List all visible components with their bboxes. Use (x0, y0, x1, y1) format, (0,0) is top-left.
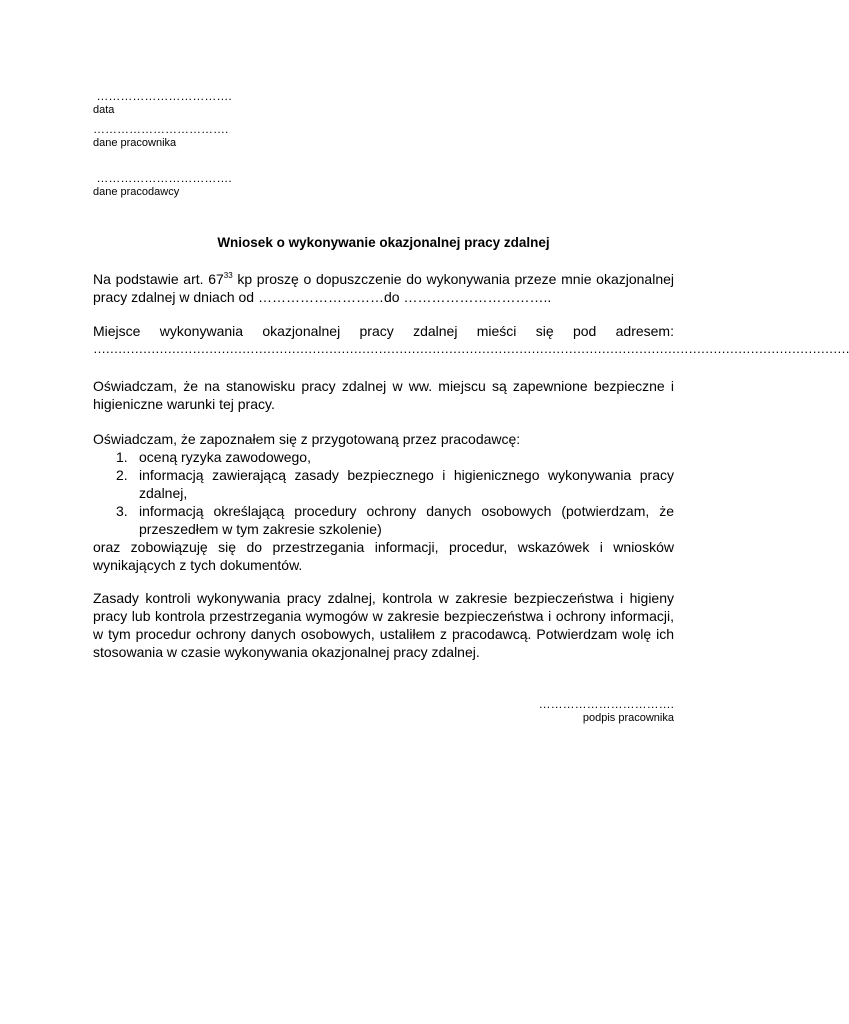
document-title: Wniosek o wykonywanie okazjonalnej pracy zdalnej (217, 235, 550, 250)
request-dates-line: pracy zdalnej w dniach od ………………………do ………………………….. (93, 289, 552, 305)
acknowledgement-intro: Oświadczam, że zapoznałem się z przygotowaną przez pracodawcę: (93, 431, 521, 447)
list-item (93, 466, 674, 502)
request-text-start: Na podstawie art. 67 (93, 271, 224, 287)
employer-data-field (93, 171, 293, 199)
list-item (93, 448, 674, 466)
address-dots-line: ………………………………………………………………………………………………………………………………………………………………… (93, 341, 849, 356)
employee-data-field (93, 122, 293, 150)
list-item-number: 3. (116, 503, 128, 519)
address-paragraph (93, 322, 849, 358)
request-line-1 (93, 270, 674, 288)
list-item (93, 502, 674, 538)
acknowledgement-outro: oraz zobowiązuję się do przestrzegania informacji, procedur, wskazówek i wniosków wynikających z tych dokumentów. (93, 539, 674, 573)
list-item-number: 1. (116, 449, 128, 465)
request-text-end: kp proszę o dopuszczenie do wykonywania przeze mnie okazjonalnej (232, 271, 674, 287)
safety-statement-paragraph: Oświadczam, że na stanowisku pracy zdalnej w ww. miejscu są zapewnione bezpieczne i higieniczne warunki tej pracy. (93, 378, 674, 412)
acknowledgement-paragraph (93, 430, 674, 574)
list-item-text: oceną ryzyka zawodowego, (139, 449, 311, 465)
date-field (93, 89, 293, 117)
signature-dots: ……………………………. (538, 697, 674, 711)
article-superscript: 33 (223, 271, 233, 280)
list-item-number: 2. (116, 467, 128, 483)
address-line-1: Miejsce wykonywania okazjonalnej pracy zdalnej mieści się pod adresem: (93, 323, 674, 339)
employer-dots: ……………………………. (93, 171, 232, 185)
signature-field (539, 697, 674, 725)
date-label: data (93, 104, 115, 116)
employer-label: dane pracodawcy (93, 186, 180, 198)
employee-dots: ……………………………. (93, 122, 229, 136)
employee-label: dane pracownika (93, 137, 177, 149)
list-item-text: informacją określającą procedury ochrony danych osobowych (potwierdzam, że przeszedłem w tym zakresie szkolenie) (139, 503, 674, 537)
signature-label: podpis pracownika (582, 712, 674, 724)
list-item-text: informacją zawierającą zasady bezpiecznego i higienicznego wykonywania pracy zdalnej, (139, 467, 674, 501)
control-rules-paragraph: Zasady kontroli wykonywania pracy zdalnej, kontrola w zakresie bezpieczeństwa i higieny pracy lub kontrola przestrzegania wymogów w zakresie bezpieczeństwa i ochrony informacji, w tym procedur ochrony danych osobowych, ustaliłem z pracodawcą. Potwierdzam wolę ich stosowania w czasie wykonywania okazjonalnej pracy zdalnej. (93, 590, 674, 660)
request-paragraph (93, 270, 674, 306)
date-dots: ……………………………. (93, 89, 232, 103)
documents-list (93, 448, 674, 538)
